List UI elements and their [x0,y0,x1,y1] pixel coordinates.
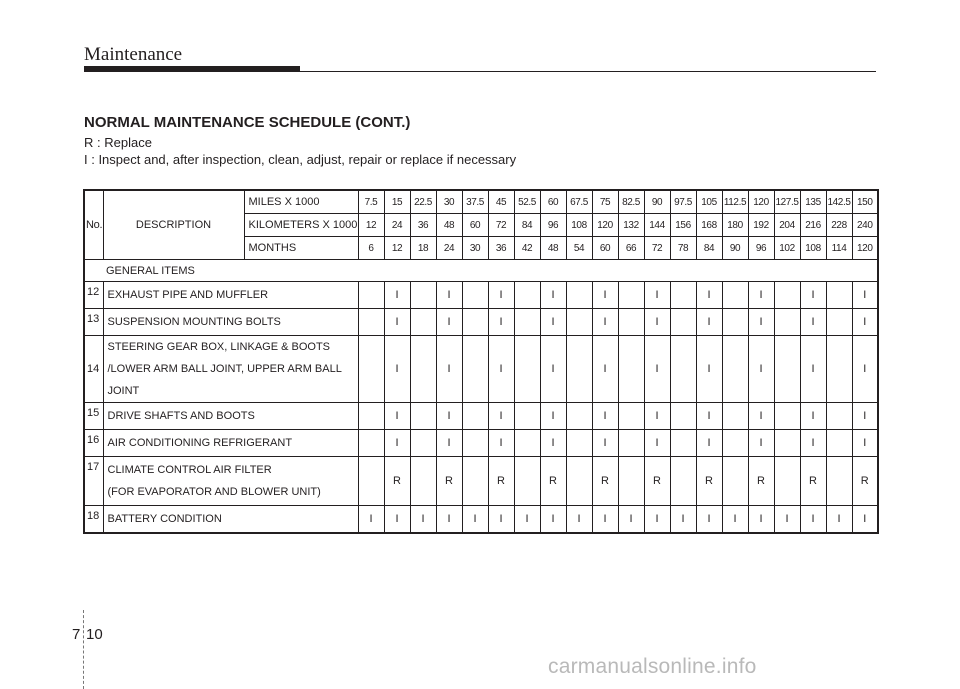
months-value: 90 [722,237,748,260]
km-label: KILOMETERS X 1000 [244,214,358,237]
km-value: 192 [748,214,774,237]
page-header-title: Maintenance [84,44,183,65]
schedule-cell: I [774,506,800,534]
schedule-cell: I [800,336,826,403]
km-value: 216 [800,214,826,237]
miles-value: 105 [696,190,722,214]
schedule-cell [566,430,592,457]
miles-row [84,190,878,214]
schedule-cell: I [384,506,410,534]
schedule-cell [722,403,748,430]
schedule-cell [358,309,384,336]
header-bar [84,66,300,72]
schedule-cell: I [722,506,748,534]
schedule-cell: R [384,457,410,506]
watermark: carmanualsonline.info [548,655,757,678]
schedule-cell [670,430,696,457]
schedule-cell [566,336,592,403]
miles-value: 7.5 [358,190,384,214]
item-description [103,336,358,403]
schedule-cell [410,282,436,309]
schedule-cell: I [696,506,722,534]
schedule-row [84,282,878,309]
schedule-cell [774,430,800,457]
item-description-line: BATTERY CONDITION [107,513,222,525]
item-description-line: STEERING GEAR BOX, LINKAGE & BOOTS [107,341,330,353]
schedule-cell: I [436,506,462,534]
miles-value: 52.5 [514,190,540,214]
km-value: 12 [358,214,384,237]
miles-value: 67.5 [566,190,592,214]
schedule-cell [358,457,384,506]
schedule-row [84,506,878,534]
schedule-cell: I [748,506,774,534]
km-value: 36 [410,214,436,237]
schedule-cell: R [540,457,566,506]
schedule-cell: I [644,403,670,430]
schedule-cell [826,309,852,336]
item-number: 12 [84,282,103,309]
schedule-cell [722,457,748,506]
schedule-cell: I [852,403,878,430]
item-description-line: DRIVE SHAFTS AND BOOTS [107,410,255,422]
schedule-cell: I [644,336,670,403]
schedule-cell: I [410,506,436,534]
item-description [103,282,358,309]
schedule-cell [566,403,592,430]
schedule-cell [774,336,800,403]
schedule-cell: I [436,282,462,309]
schedule-cell: R [696,457,722,506]
months-value: 42 [514,237,540,260]
km-value: 120 [592,214,618,237]
schedule-cell: I [748,336,774,403]
months-value: 36 [488,237,514,260]
schedule-cell: R [852,457,878,506]
item-number: 17 [84,457,103,506]
km-value: 168 [696,214,722,237]
schedule-cell: R [436,457,462,506]
item-description [103,506,358,534]
miles-value: 120 [748,190,774,214]
km-value: 228 [826,214,852,237]
section-title: NORMAL MAINTENANCE SCHEDULE (CONT.) [84,114,411,131]
schedule-cell [774,309,800,336]
schedule-cell [618,430,644,457]
schedule-cell [462,403,488,430]
miles-label: MILES X 1000 [244,190,358,214]
months-value: 78 [670,237,696,260]
item-description-line: EXHAUST PIPE AND MUFFLER [107,289,269,301]
schedule-cell: I [358,506,384,534]
months-value: 72 [644,237,670,260]
schedule-cell: I [488,282,514,309]
miles-value: 150 [852,190,878,214]
miles-value: 97.5 [670,190,696,214]
schedule-cell [514,457,540,506]
schedule-cell [462,430,488,457]
item-description-line: CLIMATE CONTROL AIR FILTER [107,464,272,476]
item-number: 13 [84,309,103,336]
schedule-cell: I [540,506,566,534]
km-value: 144 [644,214,670,237]
months-value: 48 [540,237,566,260]
schedule-cell: I [852,506,878,534]
general-items-row [84,260,878,282]
km-value: 156 [670,214,696,237]
schedule-cell: I [748,430,774,457]
months-value: 54 [566,237,592,260]
schedule-cell: I [644,282,670,309]
schedule-cell [410,403,436,430]
schedule-row [84,457,878,506]
schedule-cell: I [748,282,774,309]
schedule-cell [722,336,748,403]
schedule-cell [618,457,644,506]
chapter-number: 7 [72,626,81,643]
schedule-cell [358,282,384,309]
schedule-cell [670,282,696,309]
schedule-cell [670,403,696,430]
item-description-line: SUSPENSION MOUNTING BOLTS [107,316,281,328]
km-value: 84 [514,214,540,237]
months-value: 102 [774,237,800,260]
schedule-cell: I [488,506,514,534]
schedule-cell: I [644,430,670,457]
schedule-cell [670,336,696,403]
schedule-cell: I [436,430,462,457]
schedule-cell [514,282,540,309]
schedule-cell: I [592,506,618,534]
schedule-cell [566,282,592,309]
schedule-cell: I [384,282,410,309]
no-header: No. [84,190,103,260]
schedule-cell: I [696,336,722,403]
months-value: 66 [618,237,644,260]
months-value: 120 [852,237,878,260]
schedule-cell: I [592,403,618,430]
months-value: 18 [410,237,436,260]
item-description-line: (FOR EVAPORATOR AND BLOWER UNIT) [107,486,321,498]
schedule-cell [514,403,540,430]
schedule-cell [410,457,436,506]
schedule-cell: I [826,506,852,534]
legend-replace: R : Replace [84,135,152,150]
schedule-cell: I [540,309,566,336]
schedule-cell: I [488,309,514,336]
item-description-line: /LOWER ARM BALL JOINT, UPPER ARM BALL [107,363,342,375]
schedule-cell [670,457,696,506]
schedule-cell [618,336,644,403]
miles-value: 37.5 [462,190,488,214]
miles-value: 75 [592,190,618,214]
miles-value: 135 [800,190,826,214]
item-number: 18 [84,506,103,534]
schedule-cell: I [800,430,826,457]
schedule-cell [566,457,592,506]
schedule-cell [358,336,384,403]
miles-value: 127.5 [774,190,800,214]
schedule-cell [618,403,644,430]
schedule-cell: I [696,282,722,309]
schedule-cell [826,430,852,457]
schedule-cell: I [592,282,618,309]
schedule-cell [826,457,852,506]
schedule-cell: I [436,309,462,336]
months-value: 12 [384,237,410,260]
months-value: 108 [800,237,826,260]
schedule-cell [462,282,488,309]
schedule-cell: I [800,282,826,309]
schedule-cell: I [800,403,826,430]
schedule-cell: I [592,430,618,457]
schedule-cell [410,309,436,336]
schedule-cell: R [488,457,514,506]
schedule-cell [774,457,800,506]
schedule-cell: I [852,309,878,336]
schedule-cell [826,336,852,403]
item-number: 14 [84,336,103,403]
schedule-cell: I [384,430,410,457]
schedule-cell: I [488,403,514,430]
schedule-cell [514,430,540,457]
schedule-cell: I [592,336,618,403]
km-value: 240 [852,214,878,237]
schedule-cell: I [384,336,410,403]
schedule-cell: I [462,506,488,534]
schedule-cell [618,309,644,336]
schedule-cell [358,430,384,457]
km-value: 72 [488,214,514,237]
months-value: 30 [462,237,488,260]
schedule-cell [722,282,748,309]
schedule-cell [826,282,852,309]
maintenance-schedule-table [83,189,879,534]
km-value: 60 [462,214,488,237]
schedule-cell [826,403,852,430]
months-value: 96 [748,237,774,260]
schedule-cell [670,309,696,336]
schedule-cell [722,430,748,457]
schedule-row [84,309,878,336]
schedule-cell: R [800,457,826,506]
item-description [103,430,358,457]
miles-value: 142.5 [826,190,852,214]
schedule-cell: R [644,457,670,506]
schedule-cell: I [384,403,410,430]
schedule-cell [514,336,540,403]
schedule-cell: I [670,506,696,534]
schedule-cell [462,336,488,403]
schedule-cell: I [644,309,670,336]
header-rule [300,71,876,72]
item-description [103,403,358,430]
months-value: 114 [826,237,852,260]
miles-value: 45 [488,190,514,214]
schedule-cell: I [436,336,462,403]
item-description [103,457,358,506]
months-value: 84 [696,237,722,260]
miles-value: 60 [540,190,566,214]
item-description-line: AIR CONDITIONING REFRIGERANT [107,437,293,449]
schedule-cell: I [540,403,566,430]
legend-inspect: I : Inspect and, after inspection, clean, adjust, repair or replace if necessary [84,152,517,167]
schedule-cell: I [618,506,644,534]
schedule-cell [722,309,748,336]
item-description [103,309,358,336]
schedule-cell [410,336,436,403]
schedule-cell [774,282,800,309]
schedule-cell: I [748,309,774,336]
page-divider [83,610,84,689]
schedule-cell: R [748,457,774,506]
schedule-cell [410,430,436,457]
schedule-cell: I [436,403,462,430]
km-value: 180 [722,214,748,237]
general-items-label: GENERAL ITEMS [84,260,878,282]
schedule-cell: I [696,430,722,457]
months-value: 60 [592,237,618,260]
schedule-cell: I [800,309,826,336]
page-number: 10 [86,626,103,643]
description-header: DESCRIPTION [103,190,244,260]
schedule-cell [462,309,488,336]
schedule-cell: I [592,309,618,336]
schedule-cell: I [852,336,878,403]
miles-value: 90 [644,190,670,214]
schedule-cell [566,309,592,336]
km-value: 48 [436,214,462,237]
schedule-cell: I [852,430,878,457]
schedule-row [84,403,878,430]
months-value: 24 [436,237,462,260]
km-value: 204 [774,214,800,237]
schedule-cell: R [592,457,618,506]
miles-value: 30 [436,190,462,214]
schedule-cell [514,309,540,336]
schedule-row [84,430,878,457]
schedule-cell: I [800,506,826,534]
km-value: 132 [618,214,644,237]
schedule-cell [462,457,488,506]
months-label: MONTHS [244,237,358,260]
miles-value: 15 [384,190,410,214]
km-value: 24 [384,214,410,237]
schedule-cell: I [540,336,566,403]
schedule-cell [774,403,800,430]
schedule-cell: I [748,403,774,430]
item-description-line: JOINT [107,385,140,397]
schedule-cell: I [540,282,566,309]
schedule-cell [358,403,384,430]
item-number: 16 [84,430,103,457]
km-value: 108 [566,214,592,237]
schedule-cell: I [488,336,514,403]
schedule-cell: I [566,506,592,534]
schedule-row [84,336,878,403]
months-value: 6 [358,237,384,260]
schedule-cell: I [540,430,566,457]
schedule-cell: I [696,403,722,430]
schedule-cell: I [488,430,514,457]
schedule-cell: I [696,309,722,336]
schedule-cell: I [514,506,540,534]
miles-value: 82.5 [618,190,644,214]
schedule-cell [618,282,644,309]
miles-value: 112.5 [722,190,748,214]
item-number: 15 [84,403,103,430]
schedule-cell: I [384,309,410,336]
km-value: 96 [540,214,566,237]
schedule-cell: I [644,506,670,534]
miles-value: 22.5 [410,190,436,214]
schedule-cell: I [852,282,878,309]
